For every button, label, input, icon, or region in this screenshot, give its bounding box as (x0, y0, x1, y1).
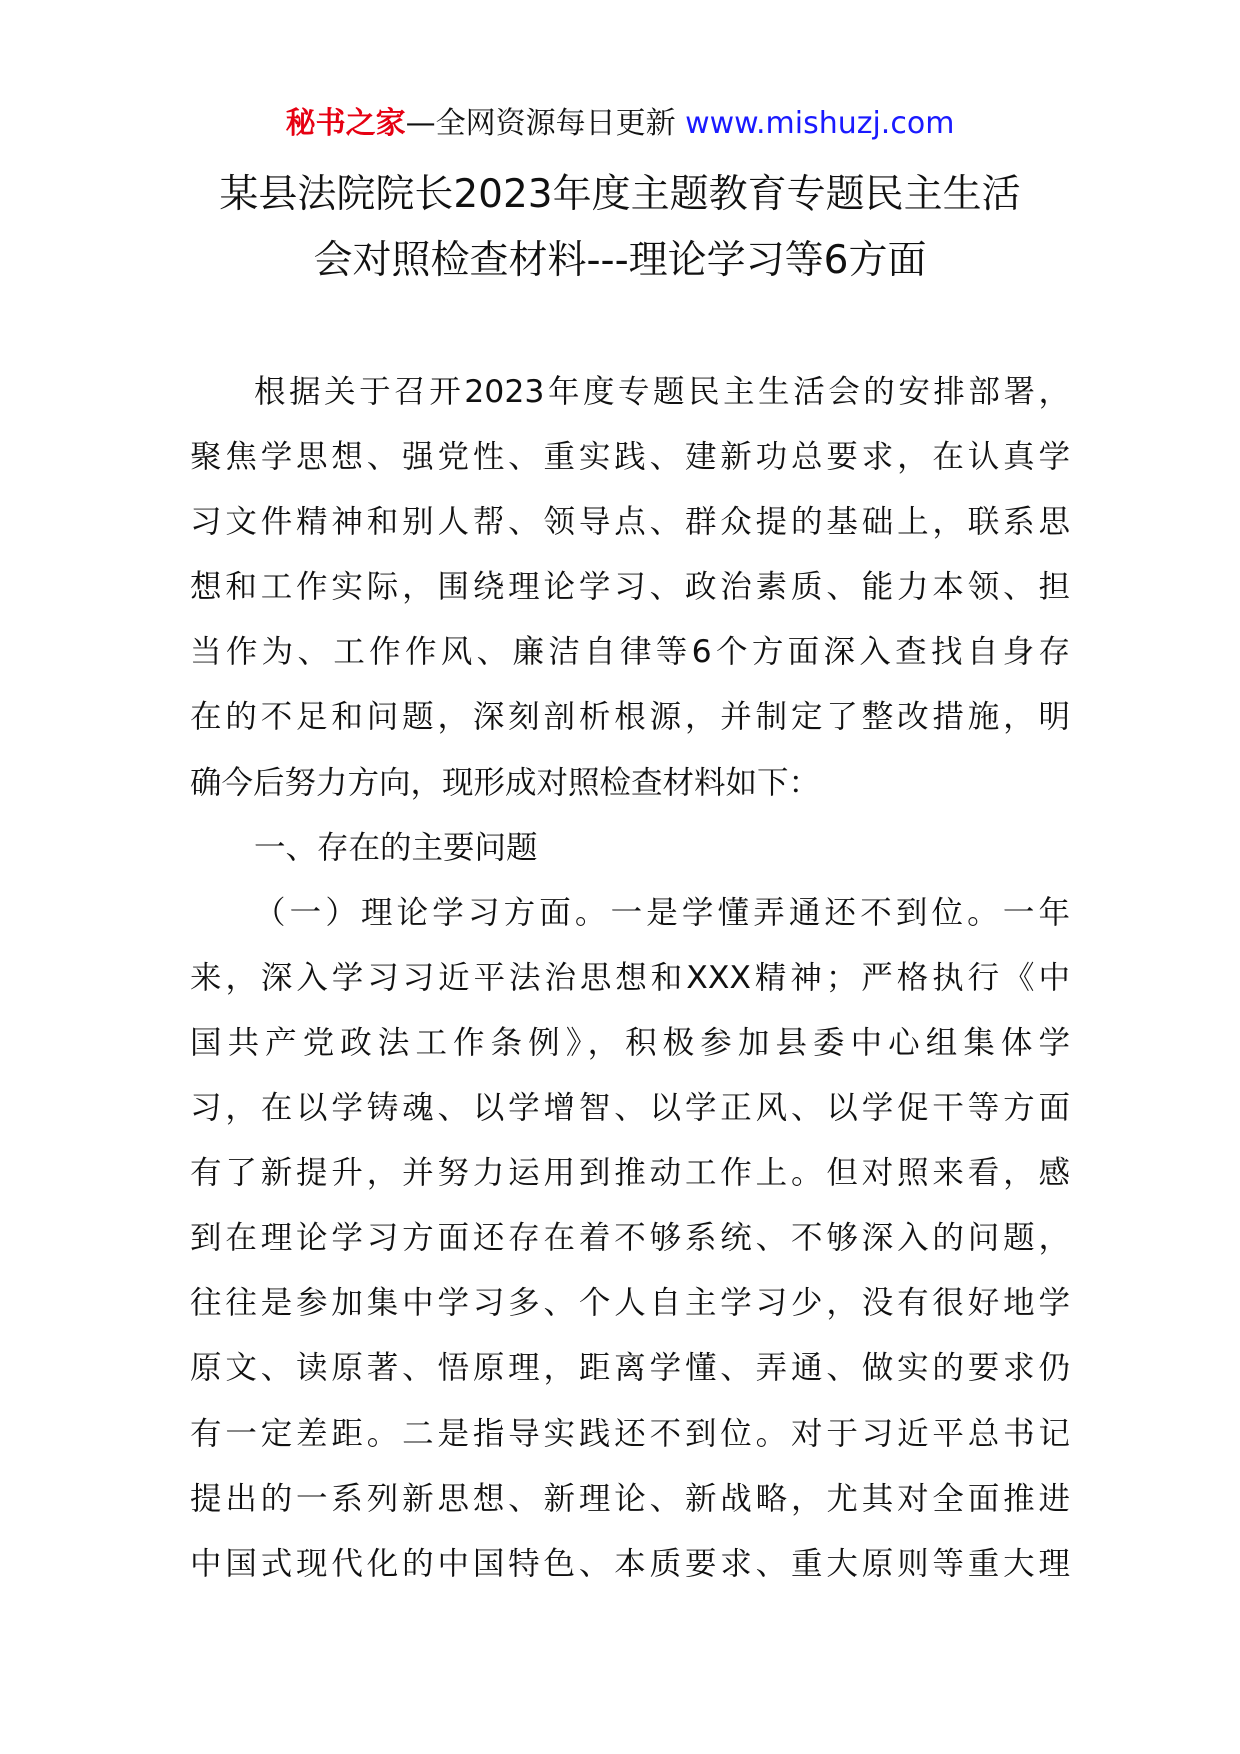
body-line: 根据关于召开2023年度专题民主生活会的安排部署， (254, 374, 1070, 410)
document-title (150, 162, 1090, 294)
site-url-link[interactable]: www.mishuzj.com (675, 106, 955, 141)
body-line: 往往是参加集中学习多、个人自主学习少，没有很好地学 (190, 1285, 1070, 1322)
site-header (0, 104, 1240, 144)
body-line: 来，深入学习习近平法治思想和XXX精神；严格执行《中 (190, 959, 1070, 996)
site-slogan: —全网资源每日更新 (405, 106, 676, 141)
brand-name: 秘书之家 (285, 106, 406, 141)
body-line: （一）理论学习方面。一是学懂弄通还不到位。一年 (254, 894, 1070, 931)
body-line: 习，在以学铸魂、以学增智、以学正风、以学促干等方面 (190, 1090, 1070, 1127)
body-line: 有了新提升，并努力运用到推动工作上。但对照来看，感 (190, 1155, 1070, 1192)
body-line: 到在理论学习方面还存在着不够系统、不够深入的问题， (190, 1220, 1070, 1257)
body-line: 当作为、工作作风、廉洁自律等6个方面深入查找自身存 (190, 634, 1070, 671)
body-line: 提出的一系列新思想、新理论、新战略，尤其对全面推进 (190, 1480, 1070, 1517)
document-body (190, 360, 1070, 1597)
title-line-1: 某县法院院长2023年度主题教育专题民主生活 (219, 172, 1021, 217)
body-line: 在的不足和问题，深刻剖析根源，并制定了整改措施，明 (190, 699, 1070, 736)
body-line: 有一定差距。二是指导实践还不到位。对于习近平总书记 (190, 1415, 1070, 1452)
body-line: 中国式现代化的中国特色、本质要求、重大原则等重大理 (190, 1545, 1070, 1582)
body-line: 原文、读原著、悟原理，距离学懂、弄通、做实的要求仍 (190, 1350, 1070, 1387)
body-line: 国共产党政法工作条例》，积极参加县委中心组集体学 (190, 1024, 1070, 1061)
body-line: 确今后努力方向，现形成对照检查材料如下： (190, 764, 821, 801)
section-heading: 一、存在的主要问题 (254, 829, 538, 866)
body-line: 聚焦学思想、强党性、重实践、建新功总要求，在认真学 (190, 439, 1070, 476)
body-line: 想和工作实际，围绕理论学习、政治素质、能力本领、担 (190, 569, 1070, 606)
body-line: 习文件精神和别人帮、领导点、群众提的基础上，联系思 (190, 504, 1070, 541)
title-line-2: 会对照检查材料---理论学习等6方面 (313, 238, 927, 283)
